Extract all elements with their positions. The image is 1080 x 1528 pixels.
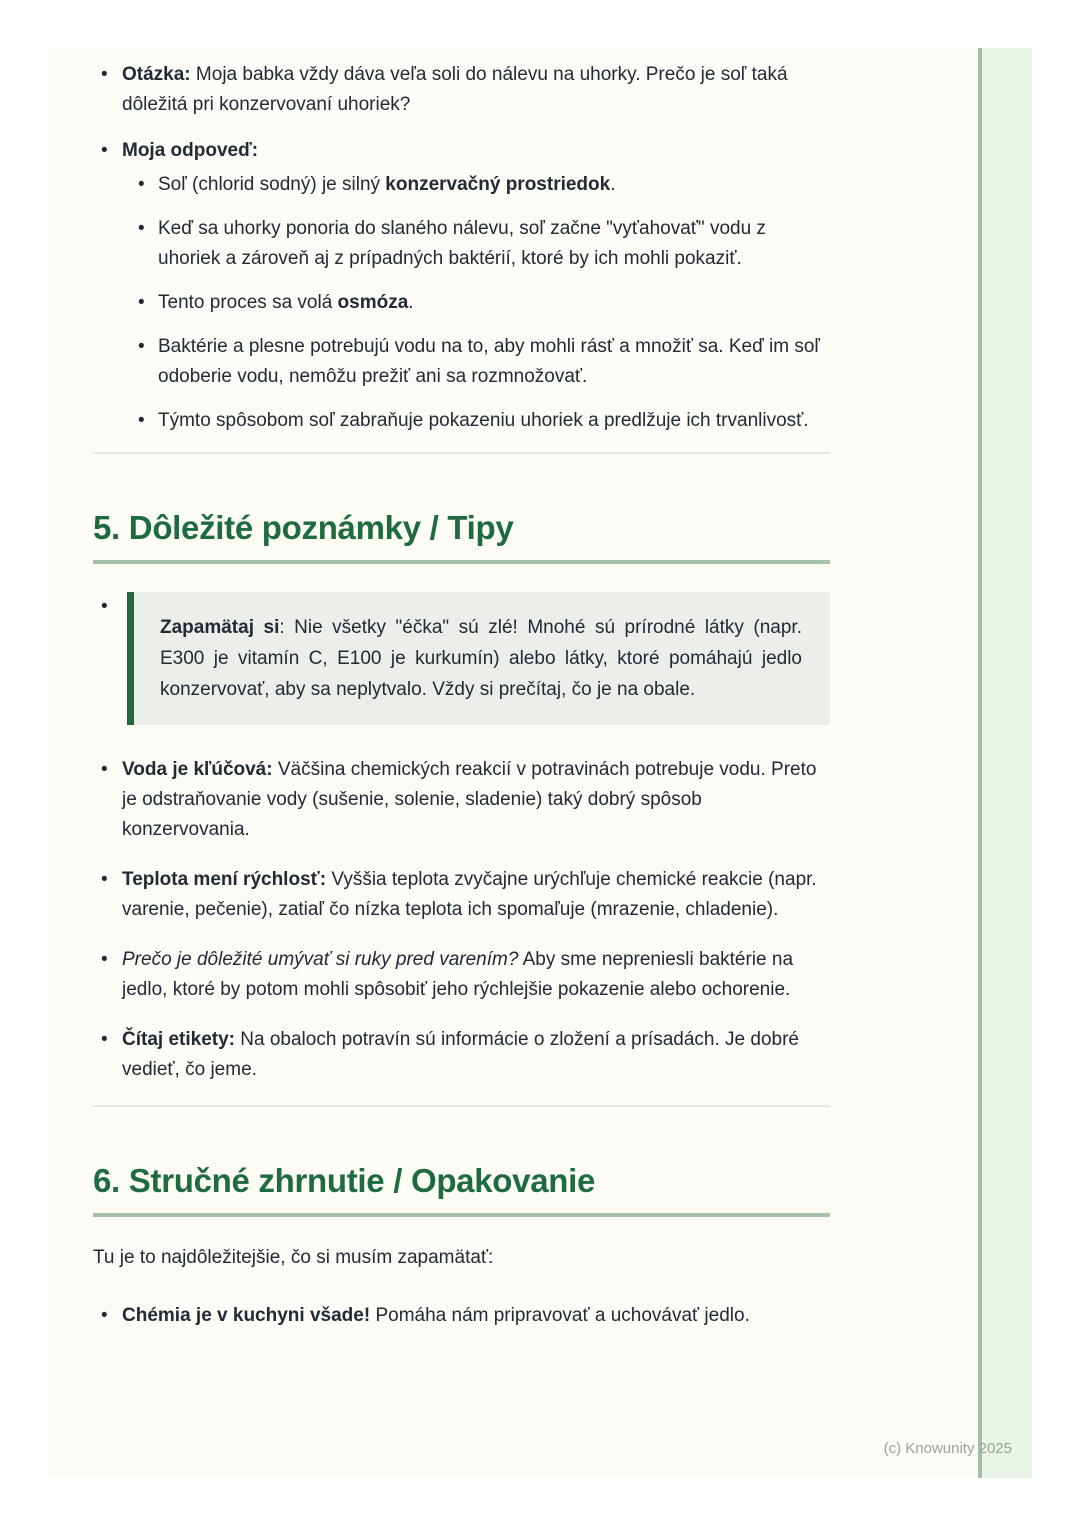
list-item-summary	[93, 1301, 830, 1331]
item-lead: Voda je kľúčová:	[122, 759, 273, 780]
callout-text: : Nie všetky "éčka" sú zlé! Mnohé sú prírodné látky (napr. E300 je vitamín C, E100 je kurkumín) alebo látky, ktoré pomáhajú jedlo konzervovať, aby sa neplytvalo. Vždy si prečítaj, čo je na obale.	[160, 617, 802, 700]
item-text: .	[408, 292, 414, 313]
tips-list	[93, 755, 830, 1085]
page-content	[93, 48, 830, 1331]
item-lead: Čítaj etikety:	[122, 1029, 235, 1050]
answer-sublist	[129, 170, 830, 436]
list-item	[129, 288, 830, 318]
page-edge-strip	[978, 48, 1032, 1478]
list-item	[129, 214, 830, 274]
item-text: Na obaloch potravín sú informácie o zložení a prísadách. Je dobré vedieť, čo jeme.	[122, 1029, 799, 1080]
callout-list	[93, 592, 830, 725]
item-text: Aby sme nepreniesli baktérie na jedlo, ktoré by potom mohli spôsobiť jeho rýchlejšie pokazenie alebo ochorenie.	[122, 949, 794, 1000]
list-item	[129, 170, 830, 200]
section-divider	[93, 452, 830, 454]
item-text: Moja babka vždy dáva veľa soli do nálevu na uhorky. Prečo je soľ taká dôležitá pri konzervovaní uhoriek?	[122, 64, 788, 115]
item-text: Pomáha nám pripravovať a uchovávať jedlo.	[370, 1305, 750, 1326]
callout-box	[127, 592, 830, 725]
summary-intro: Tu je to najdôležitejšie, čo si musím zapamätať:	[93, 1247, 494, 1268]
list-item-tip	[93, 755, 830, 845]
item-emphasis: osmóza	[337, 292, 409, 313]
item-lead: Otázka:	[122, 64, 191, 85]
item-text: Týmto spôsobom soľ zabraňuje pokazeniu uhoriek a predlžuje ich trvanlivosť.	[158, 410, 809, 431]
list-item	[129, 332, 830, 392]
section-divider	[93, 1105, 830, 1107]
list-item	[129, 406, 830, 436]
item-emphasis: konzervačný prostriedok	[385, 174, 611, 195]
item-text: Tento proces sa volá	[158, 292, 338, 313]
qa-list	[93, 60, 830, 436]
item-text: Baktérie a plesne potrebujú vodu na to, aby mohli rásť a množiť sa. Keď im soľ odoberie vodu, nemôžu prežiť ani sa rozmnožovať.	[158, 336, 820, 387]
summary-list	[93, 1301, 830, 1331]
section-6-heading: 6. Stručné zhrnutie / Opakovanie	[93, 1161, 830, 1217]
item-lead: Chémia je v kuchyni všade!	[122, 1305, 371, 1326]
list-item-tip	[93, 945, 830, 1005]
list-item-question	[93, 60, 830, 120]
item-lead: Teplota mení rýchlosť:	[122, 869, 327, 890]
document-page	[48, 48, 1032, 1478]
list-item-answer	[93, 136, 830, 436]
callout-lead: Zapamätaj si	[160, 617, 280, 638]
item-lead-italic: Prečo je dôležité umývať si ruky pred varením?	[122, 949, 519, 970]
section-5-heading: 5. Dôležité poznámky / Tipy	[93, 508, 830, 564]
list-item-tip	[93, 865, 830, 925]
list-item-tip	[93, 1025, 830, 1085]
list-item-callout	[93, 592, 830, 725]
item-text: Soľ (chlorid sodný) je silný	[158, 174, 386, 195]
item-lead: Moja odpoveď:	[122, 140, 259, 161]
item-text: Väčšina chemických reakcií v potravinách potrebuje vodu. Preto je odstraňovanie vody (sušenie, solenie, sladenie) taký dobrý spôsob konzervovania.	[122, 759, 817, 840]
item-text: .	[610, 174, 616, 195]
copyright-watermark: (c) Knowunity 2025	[883, 1440, 1012, 1457]
item-text: Keď sa uhorky ponoria do slaného nálevu, soľ začne "vyťahovať" vodu z uhoriek a zároveň aj z prípadných baktérií, ktoré by ich mohli pokaziť.	[158, 218, 766, 269]
item-text: Vyššia teplota zvyčajne urýchľuje chemické reakcie (napr. varenie, pečenie), zatiaľ čo nízka teplota ich spomaľuje (mrazenie, chladenie).	[122, 869, 817, 920]
